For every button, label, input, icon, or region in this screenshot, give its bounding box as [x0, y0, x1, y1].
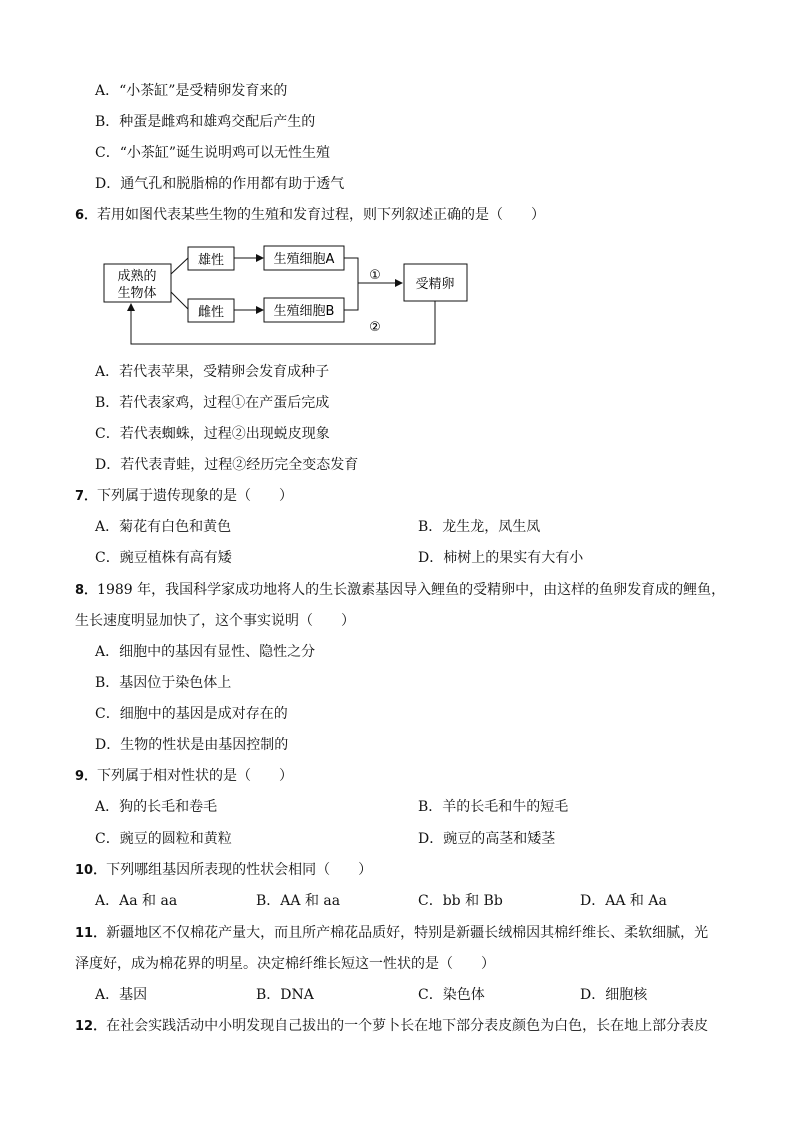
- q6-option-a: A．若代表苹果，受精卵会发育成种子: [95, 364, 330, 380]
- q8-option-a: A．细胞中的基因有显性、隐性之分: [95, 644, 316, 660]
- question-9-number: 9．: [75, 769, 98, 784]
- q7-option-d: D．柿树上的果实有大有小: [418, 550, 584, 566]
- q7-option-c: C．豌豆植株有高有矮: [95, 550, 232, 566]
- q5-option-d: D．通气孔和脱脂棉的作用都有助于透气: [95, 176, 345, 192]
- step-2-label: ②: [369, 320, 381, 335]
- question-12: [75, 1016, 708, 1037]
- question-12-number: 12．: [75, 1019, 107, 1034]
- q6-option-d: D．若代表青蛙，过程②经历完全变态发育: [95, 457, 359, 473]
- question-8-stem-line2: 生长速度明显加快了，这个事实说明（ ）: [75, 613, 355, 629]
- question-9: [75, 766, 293, 787]
- question-7: [75, 486, 293, 507]
- q6-option-b: B．若代表家鸡，过程①在产蛋后完成: [95, 395, 330, 411]
- q11-option-c: C．染色体: [418, 987, 485, 1003]
- question-7-number: 7．: [75, 489, 98, 504]
- q11-option-d: D．细胞核: [580, 987, 648, 1003]
- q8-option-d: D．生物的性状是由基因控制的: [95, 737, 289, 753]
- q8-option-b: B．基因位于染色体上: [95, 675, 232, 691]
- organism-label-line2: 生物体: [117, 286, 157, 301]
- q11-option-b: B．DNA: [256, 987, 314, 1003]
- question-6-number: 6．: [75, 208, 98, 223]
- question-9-stem: 下列属于相对性状的是（ ）: [97, 768, 294, 784]
- question-8-number: 8．: [75, 583, 98, 598]
- q6-option-c: C．若代表蜘蛛，过程②出现蜕皮现象: [95, 426, 330, 442]
- q7-option-a: A．菊花有白色和黄色: [95, 519, 232, 535]
- cell-b-label: 生殖细胞B: [273, 304, 335, 319]
- question-11-stem-line2: 泽度好，成为棉花界的明星。决定棉纤维长短这一性状的是（ ）: [75, 956, 495, 972]
- question-11-number: 11．: [75, 926, 107, 941]
- question-8: [75, 580, 725, 601]
- cell-a-label: 生殖细胞A: [273, 252, 335, 267]
- q10-option-a: A．Aa 和 aa: [95, 893, 178, 909]
- zygote-label: 受精卵: [415, 277, 455, 292]
- q8-option-c: C．细胞中的基因是成对存在的: [95, 706, 288, 722]
- question-10-stem: 下列哪组基因所表现的性状会相同（ ）: [106, 862, 373, 878]
- step-1-label: ①: [369, 268, 381, 283]
- q7-option-b: B．龙生龙，凤生凤: [418, 519, 541, 535]
- question-10: [75, 860, 372, 881]
- reproduction-diagram: [100, 238, 472, 350]
- male-label: 雄性: [197, 253, 225, 268]
- question-10-number: 10．: [75, 863, 107, 878]
- question-11: [75, 923, 708, 944]
- female-label: 雌性: [197, 305, 225, 320]
- organism-label-line1: 成熟的: [117, 269, 157, 284]
- q9-option-a: A．狗的长毛和卷毛: [95, 799, 218, 815]
- q5-option-c: C．“小茶缸”诞生说明鸡可以无性生殖: [95, 145, 331, 161]
- question-6-stem: 若用如图代表某些生物的生殖和发育过程，则下列叙述正确的是（ ）: [97, 207, 546, 223]
- q10-option-b: B．AA 和 aa: [256, 893, 341, 909]
- q9-option-b: B．羊的长毛和牛的短毛: [418, 799, 569, 815]
- q5-option-b: B．种蛋是雌鸡和雄鸡交配后产生的: [95, 114, 316, 130]
- question-11-stem-line1: 新疆地区不仅棉花产量大，而且所产棉花品质好，特别是新疆长绒棉因其棉纤维长、柔软细腻，光: [106, 925, 709, 941]
- q9-option-d: D．豌豆的高茎和矮茎: [418, 831, 556, 847]
- q11-option-a: A．基因: [95, 987, 148, 1003]
- question-12-stem: 在社会实践活动中小明发现自己拔出的一个萝卜长在地下部分表皮颜色为白色，长在地上部分表皮: [106, 1018, 709, 1034]
- q9-option-c: C．豌豆的圆粒和黄粒: [95, 831, 232, 847]
- q10-option-c: C．bb 和 Bb: [418, 893, 503, 909]
- q10-option-d: D．AA 和 Aa: [580, 893, 667, 909]
- question-7-stem: 下列属于遗传现象的是（ ）: [97, 488, 294, 504]
- question-6: [75, 205, 545, 226]
- question-8-stem-line1: 1989 年，我国科学家成功地将人的生长激素基因导入鲤鱼的受精卵中，由这样的鱼卵发育成的鲤鱼，: [97, 582, 726, 598]
- q5-option-a: A．“小茶缸”是受精卵发育来的: [95, 83, 288, 99]
